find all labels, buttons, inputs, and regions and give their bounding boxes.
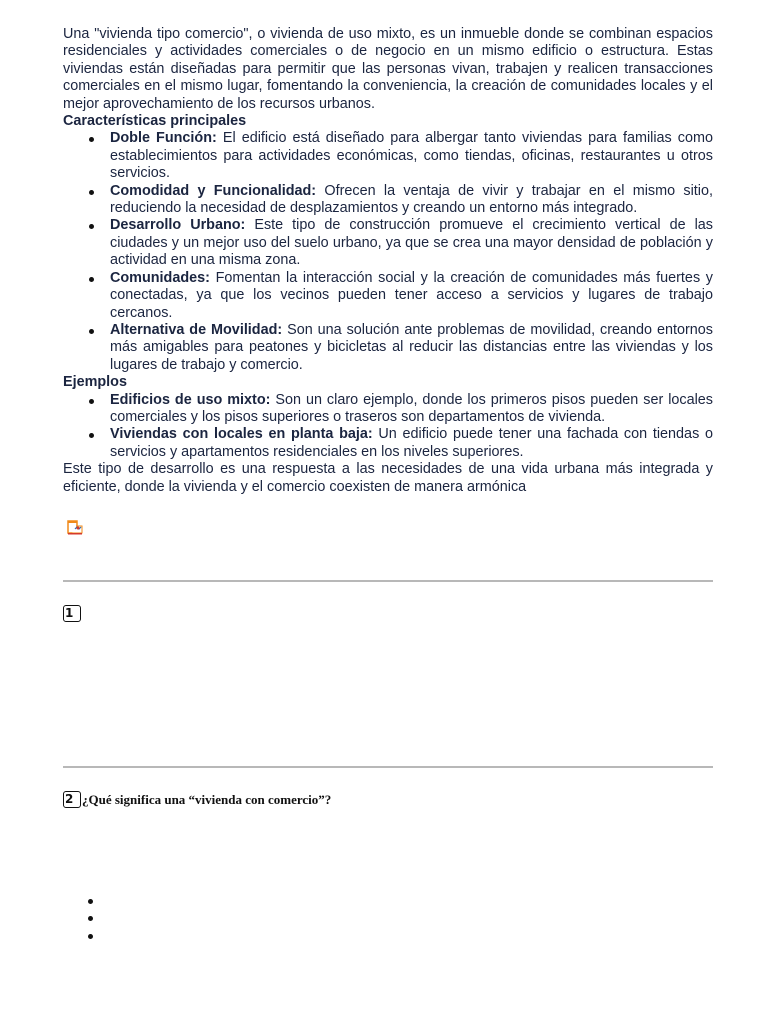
list-item-term: Viviendas con locales en planta baja: bbox=[110, 426, 373, 443]
question-text: ¿Qué significa una “vivienda con comercio”? bbox=[82, 791, 332, 807]
list-item-text: Ofrecen la ventaja de vivir y trabajar en el mismo sitio, reduciendo la necesidad de desplazamientos y creando un entorno más integrado. bbox=[110, 182, 713, 217]
characteristics-heading: Características principales bbox=[63, 113, 247, 130]
question-number-box: 2 bbox=[63, 791, 81, 808]
list-item-term: Edificios de uso mixto: bbox=[110, 391, 271, 408]
question-2 bbox=[63, 791, 331, 808]
list-item-text: Son un claro ejemplo, donde los primeros pisos pueden ser locales comerciales y los pisos superiores o traseros son departamentos de vivienda. bbox=[110, 391, 713, 425]
document-body bbox=[63, 26, 713, 496]
list-item bbox=[110, 426, 713, 461]
list-item-text: Un edificio puede tener una fachada con tiendas o servicios y apartamentos residenciales en los niveles superiores. bbox=[110, 426, 713, 460]
list-item-term: Comunidades: bbox=[110, 269, 210, 286]
list-item-term: Comodidad y Funcionalidad: bbox=[110, 182, 317, 199]
list-item bbox=[110, 322, 713, 374]
list-item bbox=[110, 183, 713, 218]
list-item-text: Fomentan la interacción social y la creación de comunidades más fuertes y conectadas, ya que los vecinos pueden tener acceso a servicios y lugares de trabajo cercanos. bbox=[110, 269, 713, 321]
list-item-term: Doble Función: bbox=[110, 130, 217, 147]
list-item-text: El edificio está diseñado para albergar tanto viviendas para familias como establecimientos para actividades económicas, como tiendas, oficinas, restaurantes u otros servicios. bbox=[110, 130, 713, 182]
list-item bbox=[110, 392, 713, 427]
examples-list bbox=[63, 392, 713, 462]
list-item-text: Este tipo de construcción promueve el crecimiento vertical de las ciudades y un mejor uso del suelo urbano, ya que se crea una mayor densidad de población y actividad en una misma zona. bbox=[110, 217, 713, 269]
question-1 bbox=[63, 604, 81, 622]
list-item bbox=[110, 130, 713, 182]
list-item-term: Alternativa de Movilidad: bbox=[110, 321, 283, 338]
divider bbox=[63, 766, 713, 768]
examples-heading: Ejemplos bbox=[63, 374, 127, 391]
characteristics-list bbox=[63, 130, 713, 374]
list-item bbox=[110, 270, 713, 322]
list-item-term: Desarrollo Urbano: bbox=[110, 217, 246, 234]
intro-paragraph: Una "vivienda tipo comercio", o vivienda de uso mixto, es un inmueble donde se combinan espacios residenciales y actividades comerciales o de negocio en un mismo edificio o estructura. Estas viviendas están diseñadas para permitir que las personas vivan, trabajen y realicen transacciones comerciales en el mismo lugar, fomentando la conveniencia, la creación de comunidades locales y el mejor aprovechamiento de los recursos urbanos. bbox=[63, 26, 713, 112]
list-item bbox=[110, 217, 713, 269]
conclusion-paragraph: Este tipo de desarrollo es una respuesta a las necesidades de una vida urbana más integrada y eficiente, donde la vivienda y el comercio coexisten de manera armónica bbox=[63, 461, 713, 495]
divider bbox=[63, 580, 713, 582]
broken-image-icon bbox=[67, 519, 83, 535]
question-number-box: 1 bbox=[63, 605, 81, 622]
list-item-text: Son una solución ante problemas de movilidad, creando entornos más amigables para peatones y bicicletas al reducir las distancias entre las viviendas y los lugares de trabajo y comercio. bbox=[110, 321, 713, 373]
